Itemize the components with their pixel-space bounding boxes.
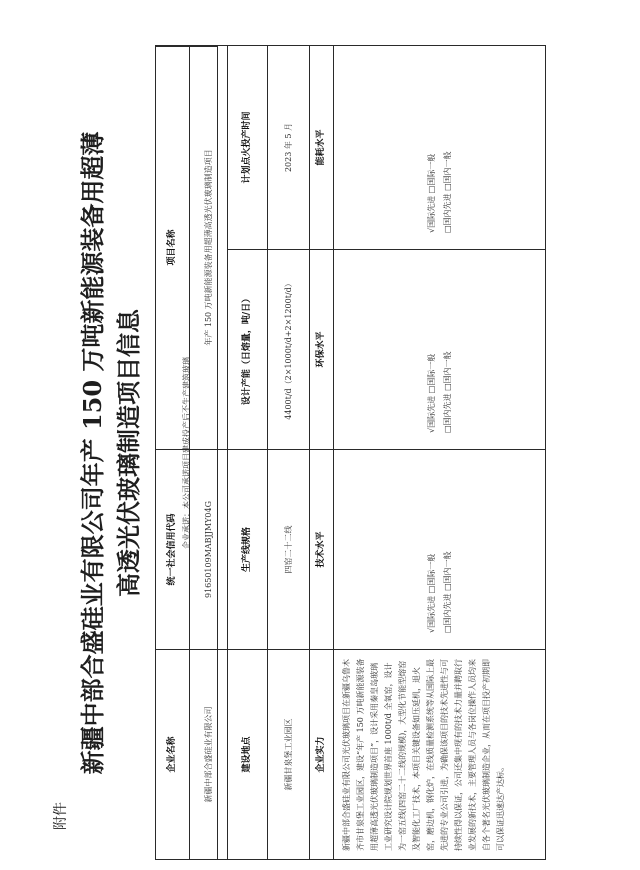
env-level-row-2: □国内先进 □国内一般 [442,351,452,433]
energy-level-row-2: □国内先进 □国内一般 [442,151,452,233]
project-name-value: 年产 150 万吨新能源装备用超薄高透光伏玻璃制造项目 [190,45,228,449]
tech-level-row-2: □国内先进 □国内一般 [442,551,452,633]
capacity-label: 设计产能（日熔量，吨/日） [228,250,268,450]
line-spec-value: 四窑二十二线 [268,450,310,650]
env-level-row-1: √国际先进 □国际一般 [426,353,436,433]
annex-label: 附件 [53,802,69,830]
location-value: 新疆甘泉堡工业园区 [268,650,310,860]
credit-code-label: 统一社会信用代码 [156,450,190,650]
rotated-document-page [75,38,575,868]
enterprise-name-value: 新疆中部合盛硅业有限公司 [190,650,228,860]
energy-level-options [334,45,546,249]
strength-label: 企业实力 [310,650,334,860]
document-title [75,38,147,868]
location-label: 建设地点 [228,650,268,860]
env-level-options [334,250,546,450]
capacity-value: 4400t/d（2×1000t/d+2×1200t/d） [268,250,310,450]
strength-text: 新疆中部合盛硅业有限公司光伏玻璃项目在新疆乌鲁木齐市甘泉堡工业园区，建设“年产 150 万吨新能源装备用超薄高透光伏玻璃制造项目”，设计采用秦皇岛玻璃工业研究设计院规划世界首座 1000t/d 全氧窑，设计为一窑五线(四窑二十二线的规模)，大型化节能型熔窑及智能化工厂技术，本项目关键设备如压延机，退火窑，磨边机，钢化炉，在线质量检测系统等从国际上最先进的专业公司引进，为确保该项目的技术先进性与可持续性得以保证，公司还集中现有的技术力量并聘取行业发展的新技术，主要管理人员与各岗位操作人员均来自各个著名光伏玻璃制造企业，从而在项目投产初期即可以保证迅速达产达标。 [334,650,546,860]
line-spec-label: 生产线规格 [228,450,268,650]
tech-level-options [334,450,546,650]
title-line-2: 高透光伏玻璃制造项目信息 [114,309,143,597]
promise-table [155,46,218,860]
title-line-1: 新疆中部合盛硅业有限公司年产 150 万吨新能源装备用超薄 [78,131,107,775]
energy-level-label: 能耗水平 [310,45,334,249]
energy-level-row-1: √国际先进 □国际一般 [426,153,436,233]
tech-level-row-1: √国际先进 □国际一般 [426,553,436,633]
commission-value: 2023 年 5 月 [268,45,310,249]
credit-code-value: 91650109MABJJMY04G [190,450,228,650]
tech-level-label: 技术水平 [310,450,334,650]
enterprise-promise: 企业承诺：本公司承诺项目建成投产后不生产建筑玻璃 [156,47,218,860]
project-name-label: 项目名称 [156,45,190,449]
enterprise-name-label: 企业名称 [156,650,190,860]
env-level-label: 环保水平 [310,250,334,450]
commission-label: 计划点火投产时间 [228,45,268,249]
